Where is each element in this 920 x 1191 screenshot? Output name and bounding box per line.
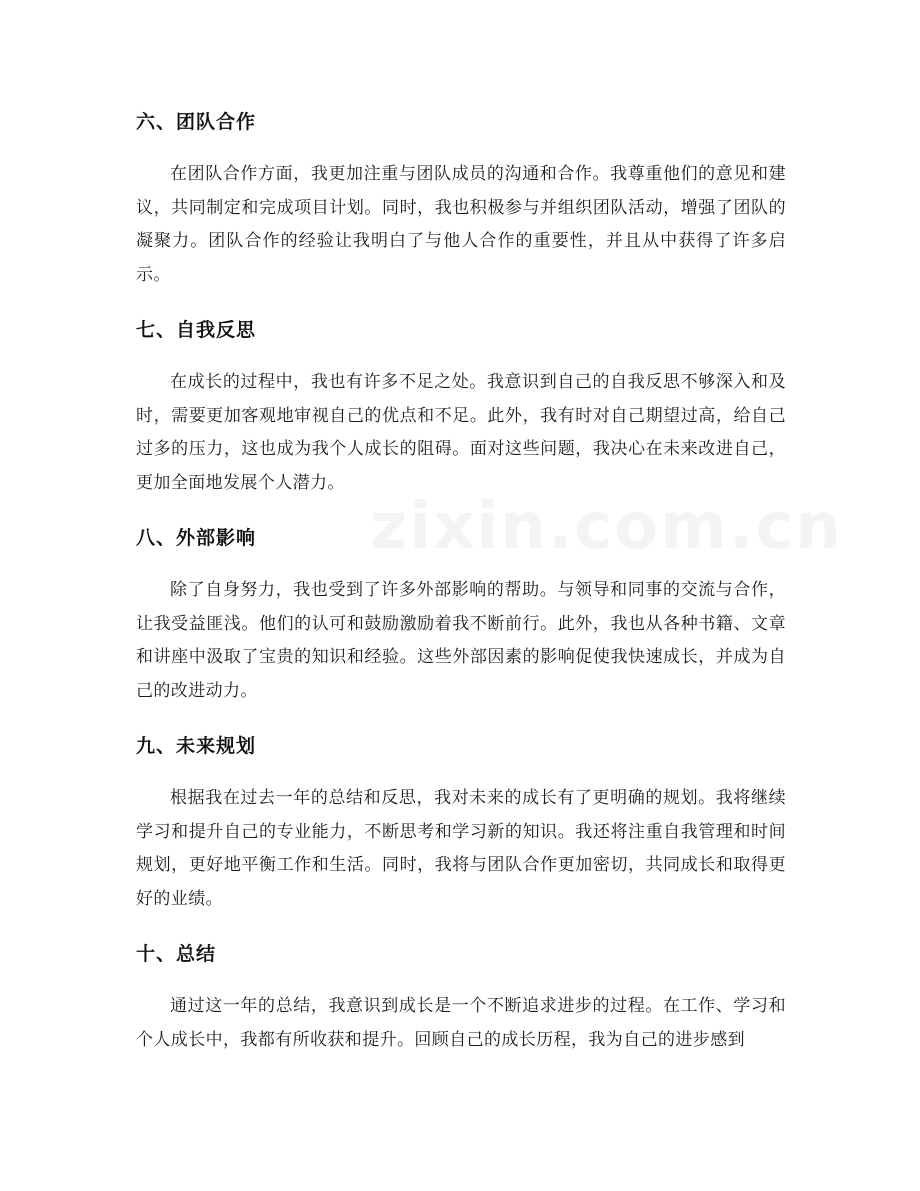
section-external-influence [136,526,786,708]
section-paragraph: 通过这一年的总结，我意识到成长是一个不断追求进步的过程。在工作、学习和个人成长中，我都有所收获和提升。回顾自己的成长历程，我为自己的进步感到 [136,996,786,1050]
section-team-cooperation [136,110,786,292]
section-heading: 九、未来规划 [136,735,257,757]
section-future-plan [136,734,786,916]
section-heading: 六、团队合作 [136,111,257,133]
section-paragraph: 除了自身努力，我也受到了许多外部影响的帮助。与领导和同事的交流与合作，让我受益匪浅。他们的认可和鼓励激励着我不断前行。此外，我也从各种书籍、文章和讲座中汲取了宝贵的知识和经验。这些外部因素的影响促使我快速成长，并成为自己的改进动力。 [136,580,786,701]
section-summary [136,942,786,1057]
section-heading: 十、总结 [136,943,217,965]
section-heading: 七、自我反思 [136,319,257,341]
section-paragraph: 在团队合作方面，我更加注重与团队成员的沟通和合作。我尊重他们的意见和建议，共同制定和完成项目计划。同时，我也积极参与并组织团队活动，增强了团队的凝聚力。团队合作的经验让我明白了与他人合作的重要性，并且从中获得了许多启示。 [136,164,786,285]
section-heading: 八、外部影响 [136,527,257,549]
section-paragraph: 根据我在过去一年的总结和反思，我对未来的成长有了更明确的规划。我将继续学习和提升自己的专业能力，不断思考和学习新的知识。我还将注重自我管理和时间规划，更好地平衡工作和生活。同时，我将与团队合作更加密切，共同成长和取得更好的业绩。 [136,788,786,909]
section-self-reflection [136,318,786,500]
section-paragraph: 在成长的过程中，我也有许多不足之处。我意识到自己的自我反思不够深入和及时，需要更加客观地审视自己的优点和不足。此外，我有时对自己期望过高，给自己过多的压力，这也成为我个人成长的阻碍。面对这些问题，我决心在未来改进自己，更加全面地发展个人潜力。 [136,372,786,493]
